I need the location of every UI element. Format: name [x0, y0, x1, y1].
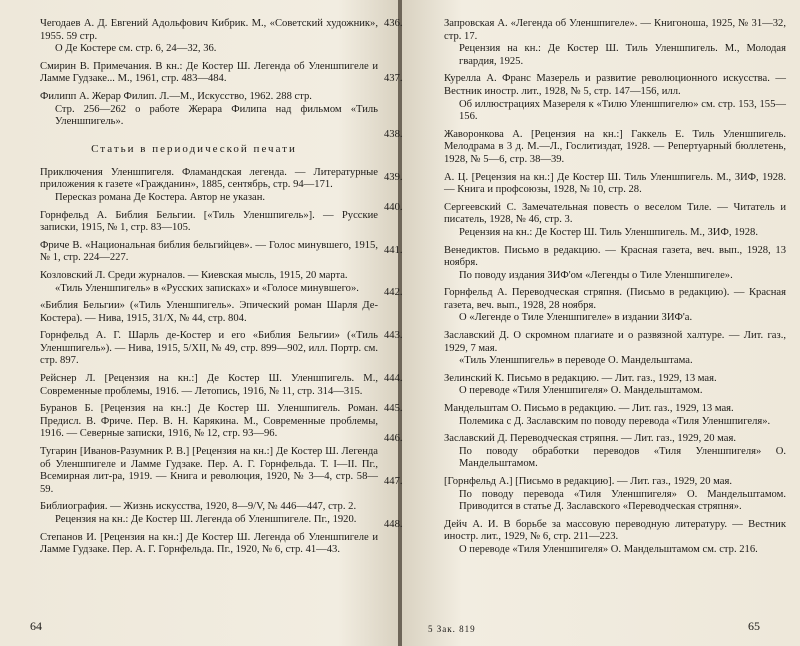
entry-number [10, 18, 40, 31]
entry-annotation: Пересказ романа Де Костера. Автор не указан. [55, 191, 266, 203]
entry-text [384, 403, 786, 416]
entry-text [384, 128, 786, 167]
entry-number [10, 61, 40, 74]
entry-citation: Заславский Д. О скромном плагиате и о развязной халтуре. — Лит. газ., 1929, 7 мая. [444, 330, 786, 354]
entry-number: 448. [384, 518, 403, 530]
entry-number [10, 330, 40, 343]
entry-number: 444. [384, 372, 403, 384]
entry-text [10, 403, 378, 441]
entry-annotation: Стр. 256—262 о работе Жерара Филипа над фильмом «Тиль Уленшпигель». [55, 103, 378, 128]
bibliography-entry [10, 330, 378, 368]
entry-number: 441. [384, 244, 403, 256]
entry-citation: Библиография. — Жизнь искусства, 1920, 8—9/V, № 446—447, стр. 2. [40, 501, 357, 513]
entry-citation: Мандельштам О. Письмо в редакцию. — Лит. газ., 1929, 13 мая. [444, 403, 734, 415]
entry-annotation: По поводу обработки переводов «Тиля Уленшпигеля» О. Мандельштамом. [459, 445, 786, 470]
entry-annotation: О «Легенде о Тиле Уленшпигеле» в издании ЗИФ'а. [459, 312, 693, 324]
entry-citation: Чегодаев А. Д. Евгений Адольфович Кибрик. М., «Советский художник», 1955. 59 стр. [40, 18, 378, 42]
entry-number: 446. [384, 433, 403, 445]
page-number-left: 64 [30, 619, 42, 633]
bibliography-entry [384, 518, 786, 557]
entry-annotation: Об иллюстрациях Мазереля к «Тилю Уленшпигелю» см. стр. 153, 155—156. [459, 98, 786, 123]
entry-number [10, 270, 40, 283]
entry-text [384, 476, 786, 489]
bibliography-entry [10, 501, 378, 526]
entry-citation: Приключения Уленшпигеля. Фламандская легенда. — Литературные приложения к газете «Гражданин», 1885, сентябрь, стр. 94—171. [40, 166, 378, 191]
entry-citation: Жаворонкова А. [Рецензия на кн.:] Гаккель Е. Тиль Уленшпигель. Мелодрама в 3 д. М.—Л., Гослитиздат, 1928. — Репертуарный бюллетень, 1928, № 5—6, стр. 38—39. [444, 128, 786, 165]
entry-text [10, 446, 378, 496]
left-entries [10, 18, 378, 562]
entry-citation: «Библия Бельгии» («Тиль Уленшпигель». Эпический роман Шарля Де-Костера). — Нива, 1915, 31/X, № 44, стр. 804. [40, 300, 378, 324]
bibliography-entry [384, 372, 786, 398]
entry-citation: Курелла А. Франс Мазерель и развитие революционного искусства. — Вестник иностр. лит., 1928, № 5, стр. 147—156, илл. [444, 73, 786, 97]
entry-list-top [10, 18, 378, 129]
entry-text [10, 300, 378, 325]
page-number-right: 65 [748, 619, 760, 633]
entry-text [384, 287, 786, 312]
bibliography-entry [10, 91, 378, 129]
bibliography-entry [384, 73, 786, 123]
entry-number: 447. [384, 476, 403, 487]
entry-annotation: Полемика с Д. Заславским по поводу перевода «Тиля Уленшпигеля». [459, 415, 771, 427]
entry-number: 440. [384, 201, 403, 213]
entry-number [10, 300, 40, 313]
entry-annotation: Рецензия на кн.: Де Костер Ш. Тиль Уленшпигель. М., Молодая гвардия, 1925. [459, 43, 786, 67]
bibliography-entry [384, 433, 786, 471]
bibliography-entry [10, 300, 378, 325]
bibliography-entry [384, 476, 786, 514]
entry-list-bottom [10, 167, 378, 557]
entry-text [384, 171, 786, 197]
bibliography-entry [10, 210, 378, 235]
entry-citation: Филипп А. Жерар Филип. Л.—М., Искусство, 1962. 288 стр. [40, 90, 312, 102]
bibliography-entry [384, 18, 786, 68]
entry-annotation: Рецензия на кн.: Де Костер Ш. Тиль Уленшпигель. М., ЗИФ, 1928. [459, 226, 758, 238]
entry-text [384, 372, 786, 386]
entry-annotation: «Тиль Уленшпигель» в «Русских записках» и «Голосе минувшего». [55, 282, 359, 294]
entry-annotation: Рецензия на кн.: Де Костер Ш. Легенда об Уленшпигеле. Пг., 1920. [55, 514, 357, 525]
entry-number: 445. [384, 403, 403, 415]
entry-text [10, 501, 378, 514]
entry-citation: Заславский Д. Переводческая стряпня. — Лит. газ., 1929, 20 мая. [444, 433, 736, 445]
entry-citation: Рейснер Л. [Рецензия на кн.:] Де Костер Ш. Уленшпигель. М., Современные проблемы, 1916. — Летопись, 1916, № 11, стр. 314—315. [40, 373, 378, 397]
entry-citation: Горнфельд А. Библия Бельгии. [«Тиль Уленшпигель»]. — Русские записки, 1915, № 1, стр. 83—105. [40, 209, 378, 234]
bibliography-entry [384, 330, 786, 368]
entry-number [10, 446, 40, 459]
entry-text [384, 433, 786, 446]
entry-citation: Козловский Л. Среди журналов. — Киевская мысль, 1915, 20 марта. [40, 269, 348, 281]
entry-citation: Дейч А. И. В борьбе за массовую переводную литературу. — Вестник иностр. лит., 1929, № 6, стр. 211—223. [444, 518, 786, 543]
bibliography-entry [10, 532, 378, 557]
entry-citation: Сергеевский С. Замечательная повесть о веселом Тиле. — Читатель и писатель, 1928, № 46, стр. 3. [444, 201, 786, 226]
bibliography-entry [384, 287, 786, 325]
entry-number: 443. [384, 330, 403, 342]
entry-text [10, 532, 378, 557]
right-page [384, 0, 800, 646]
entry-number [10, 501, 40, 514]
entry-citation: Зелинский К. Письмо в редакцию. — Лит. газ., 1929, 13 мая. [444, 372, 717, 384]
bibliography-entry [384, 128, 786, 167]
bibliography-entry [384, 244, 786, 283]
entry-text [384, 244, 786, 270]
entry-number [10, 403, 40, 416]
entry-annotation: О переводе «Тиля Уленшпигеля» О. Мандельштамом. [459, 385, 703, 397]
entry-number: 438. [384, 128, 403, 140]
entry-citation: [Горнфельд А.] [Письмо в редакцию]. — Лит. газ., 1929, 20 мая. [444, 476, 733, 487]
bibliography-entry [10, 240, 378, 265]
entry-number: 436. [384, 18, 403, 29]
entry-number [10, 240, 40, 253]
entry-citation: Венедиктов. Письмо в редакцию. — Красная газета, веч. вып., 1928, 13 ноября. [444, 244, 786, 269]
entry-citation: Буранов Б. [Рецензия на кн.:] Де Костер Ш. Уленшпигель. Роман. Предисл. В. Фриче. Пер. В. Н. Карякина. М., Современные проблемы, 1916. — Северные записки, 1916, № 12, стр. 93—96. [40, 403, 378, 440]
entry-number: 442. [384, 287, 403, 299]
right-entries [384, 18, 786, 562]
entry-text [10, 167, 378, 192]
bibliography-entry [10, 61, 378, 86]
bibliography-entry [384, 403, 786, 428]
entry-number [10, 167, 40, 180]
entry-text [384, 73, 786, 98]
entry-text [10, 210, 378, 235]
bibliography-entry [10, 270, 378, 295]
bibliography-entry [10, 446, 378, 496]
entry-citation: Смирин В. Примечания. В кн.: Де Костер Ш. Легенда об Уленшпигеле и Ламме Гудзаке... М., 1961, стр. 483—484. [40, 60, 378, 85]
entry-citation: Запровская А. «Легенда об Уленшпигеле». — Книгоноша, 1925, № 31—32, стр. 17. [444, 18, 786, 42]
entry-annotation: «Тиль Уленшпигель» в переводе О. Мандельштама. [459, 355, 693, 367]
entry-annotation: О переводе «Тиля Уленшпигеля» О. Мандельштамом см. стр. 216. [459, 543, 758, 555]
entry-number [10, 210, 40, 223]
printer-signature: 5 Зак. 819 [428, 624, 476, 634]
bibliography-entry [10, 373, 378, 398]
entry-number [10, 373, 40, 386]
entry-text [10, 18, 378, 43]
entry-citation: Степанов И. [Рецензия на кн.:] Де Костер Ш. Легенда об Уленшпигеле и Ламме Гудзаке. Пер. А. Г. Горнфельда. Пг., 1920, № 6, стр. 41—43. [40, 531, 378, 556]
entry-annotation: По поводу издания ЗИФ'ом «Легенды о Тиле Уленшпигеле». [459, 269, 733, 281]
entry-list-right [384, 18, 786, 557]
entry-text [10, 240, 378, 265]
entry-text [10, 61, 378, 86]
bibliography-entry [10, 18, 378, 56]
entry-number: 437. [384, 73, 403, 85]
bibliography-entry [384, 201, 786, 240]
entry-text [10, 91, 378, 104]
entry-text [384, 518, 786, 544]
entry-text [10, 330, 378, 368]
section-heading: Статьи в периодической печати [91, 142, 297, 155]
entry-citation: Горнфельд А. Переводческая стряпня. (Письмо в редакцию). — Красная газета, веч. вып., 1928, 28 ноября. [444, 287, 786, 311]
entry-citation: Горнфельд А. Г. Шарль де-Костер и его «Библия Бельгии» («Тиль Уленшпигель»). — Нива, 1915, 5/XII, № 49, стр. 899—902, илл. Портр. см. стр. 897. [40, 330, 378, 367]
entry-citation: Тугарин [Иванов-Разумник Р. В.] [Рецензия на кн.:] Де Костер Ш. Легенда об Уленшпигеле и Ламме Гудзаке. Пер. А. Г. Горнфельда. Т. I—II. Пг., Всемирная лит-ра, 1919. — Книга и революция, 1920, № 3—4, стр. 58—59. [40, 446, 378, 495]
entry-text [10, 270, 378, 283]
entry-text [384, 18, 786, 43]
entry-annotation: О Де Костере см. стр. 6, 24—32, 36. [55, 43, 217, 55]
entry-number [10, 91, 40, 104]
entry-text [384, 201, 786, 227]
entry-citation: А. Ц. [Рецензия на кн.:] Де Костер Ш. Тиль Уленшпигель. М., ЗИФ, 1928. — Книга и профсоюзы, 1928, № 10, стр. 28. [444, 171, 786, 196]
left-page [0, 0, 398, 646]
entry-citation: Фриче В. «Национальная библия бельгийцев». — Голос минувшего, 1915, № 1, стр. 224—227. [40, 239, 378, 264]
entry-annotation: По поводу перевода «Тиля Уленшпигеля» О. Мандельштамом. Приводится в статье Д. Заславского «Переводческая стряпня». [459, 488, 786, 513]
entry-number: 439. [384, 171, 403, 183]
entry-text [10, 373, 378, 398]
entry-text [384, 330, 786, 355]
bibliography-entry [384, 171, 786, 197]
bibliography-entry [10, 167, 378, 205]
entry-number [10, 532, 40, 545]
bibliography-entry [10, 403, 378, 441]
